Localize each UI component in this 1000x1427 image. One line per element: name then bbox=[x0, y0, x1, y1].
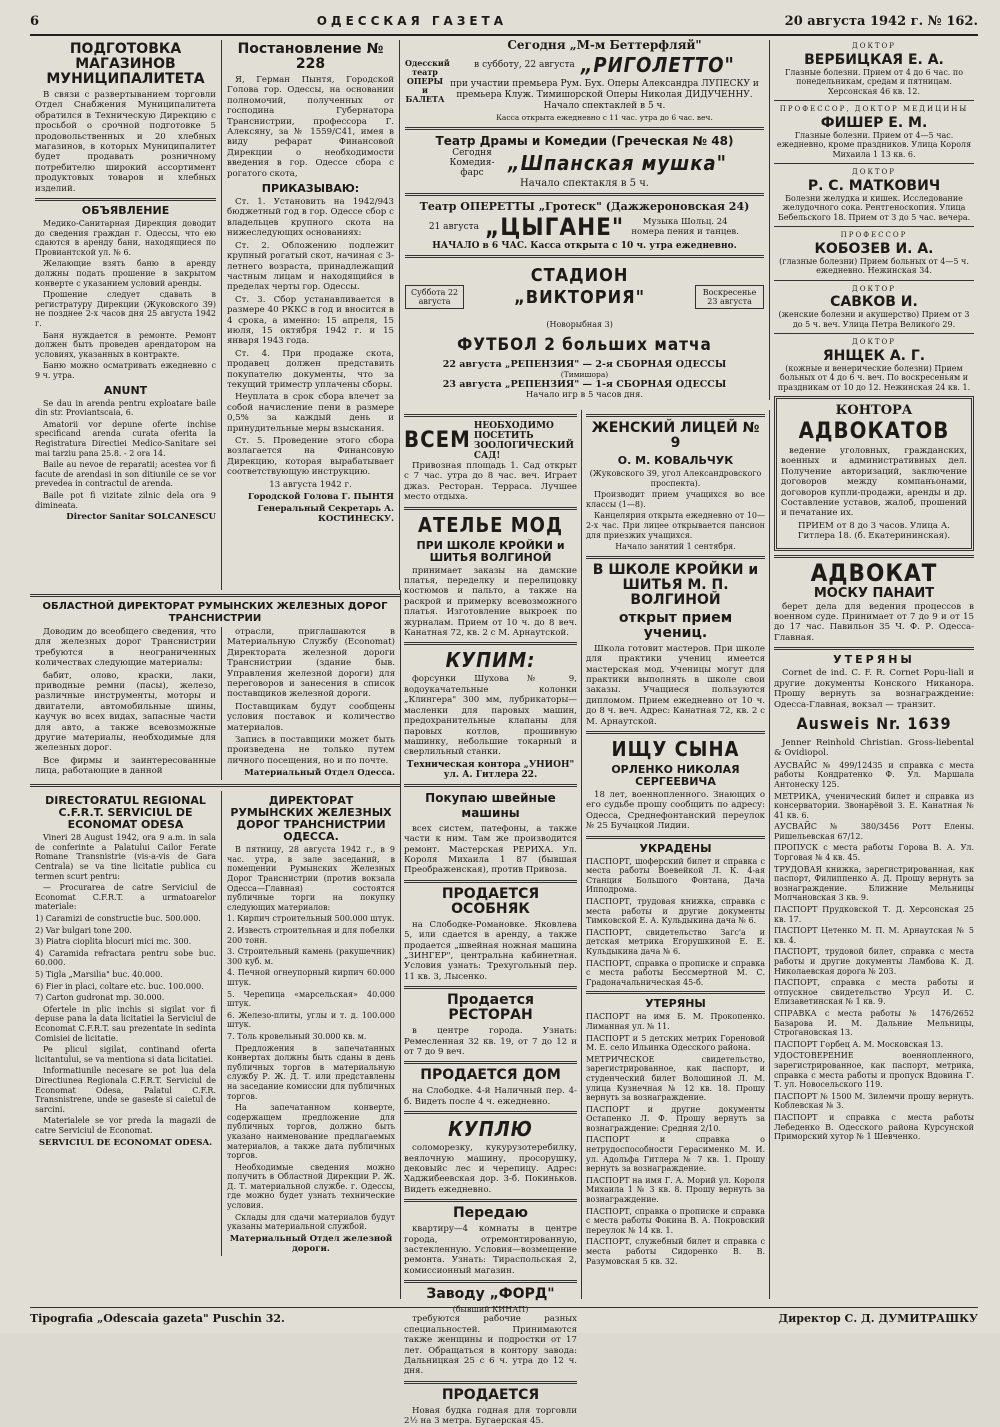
operetta-title: „ЦЫГАНЕ" bbox=[485, 213, 625, 241]
signature: Городской Голова Г. ПЫНТЯ bbox=[247, 492, 394, 503]
lyceum-address: (Жуковского 39, угол Александровского проспекта). bbox=[589, 469, 762, 488]
decree-text: Ст. 3. Сбор устанавливается в размере 40 РККС в год и вносится в 4 срока, а именно: 15 апреля, 15 июля, 15 октября 1942 г. и 15 января 1943 года. bbox=[227, 294, 394, 347]
list-item: 7) Carton gudronat mp. 30.000. bbox=[35, 993, 165, 1003]
sale-text: Новая будка годная для торговли 2½ на 3 метра. Бугаерская 45. bbox=[404, 1405, 577, 1427]
divider bbox=[30, 784, 400, 787]
signature: SERVICIUL DE ECONOMAT ODESA. bbox=[38, 1137, 213, 1148]
school-heading: В ШКОЛЕ КРОЙКИ и ШИТЬЯ М. П. ВОЛГИНОЙ bbox=[592, 561, 759, 608]
doctor-name: САВКОВ И. bbox=[830, 294, 918, 310]
lost-list bbox=[774, 761, 974, 1142]
ausweis-heading: Ausweis Nr. 1639 bbox=[796, 713, 952, 733]
atelier-heading: АТЕЛЬЕ МОД bbox=[418, 512, 563, 537]
drama-today: Сегодня Комедия-фарс bbox=[449, 148, 495, 178]
railway-heading: ОБЛАСТНОЙ ДИРЕКТОРАТ РУМЫНСКИХ ЖЕЛЕЗНЫХ ДОРОГ ТРАНСНИСТРИИ bbox=[42, 601, 388, 624]
drama-title: „Шпанская мушка" bbox=[508, 151, 727, 175]
doctor-name: ФИШЕР Е. М. bbox=[820, 114, 928, 131]
list-item: 7. Толь кровельный 30.000 кв. м. bbox=[227, 1031, 367, 1041]
atelier-sub: ПРИ ШКОЛЕ КРОЙКИ и ШИТЬЯ ВОЛГИНОЙ bbox=[416, 538, 565, 564]
drama-start: Начало спектакля в 5 ч. bbox=[520, 178, 649, 189]
cfrt-text: Informatiunile necesare se pot lua dela Directiunea Regionala C.F.R.T. Serviciul de Economat Odesa, Palatul C.F.R. Transnistrene, unde se gaseste si caietul de sarcini. bbox=[35, 1066, 216, 1114]
list-item: ПАСПОРТ на имя Г. А. Морий ул. Короля Михаила 1 № 3 кв. 8. Прошу вернуть за вознаграждение. bbox=[586, 1175, 765, 1205]
son-text: 18 лет, военнопленного. Знающих о его судьбе прошу сообщить по адресу: Одесса, Среднефонтанский переулок № 25 Бучацкой Лидии. bbox=[586, 790, 765, 832]
doctor-name: КОБОЗЕВ И. А. bbox=[814, 240, 934, 257]
directorate-text: В пятницу, 28 августа 1942 г., в 9 час. утра, в зале заседаний, в помещении Румынских Железных Дорог Транснистрии (против вокзала Одесса—Главная) состоятся публичные торги на покупку следующих материалов: bbox=[227, 845, 395, 912]
advokat-name: МОСКУ ПАНАИТ bbox=[813, 585, 935, 601]
decree-text: Ст. 4. При продаже скота, продавец должен представить покупателю документы, что за текущий триместр уплачены сборы. bbox=[227, 348, 394, 390]
opera-logo: Одесский театр ОПЕРЫ и БАЛЕТА bbox=[405, 58, 450, 104]
operetta-date: 21 августа bbox=[428, 222, 479, 232]
director: Директор С. Д. ДУМИТРАШКУ bbox=[778, 1312, 978, 1325]
kuplyu-heading: КУПЛЮ bbox=[448, 1117, 533, 1142]
buy-signature: Техническая контора „УНИОН" ул. А. Гитлера 22. bbox=[406, 759, 575, 780]
mansion-heading: ПРОДАЕТСЯ ОСОБНЯК bbox=[441, 885, 540, 917]
directorate-text: Предложения в запечатанных конвертах должны быть сданы в день публичных торгов в материальную службу Р. Ж. Д. Т. или представлены на заседание комиссии для публичных торгов. bbox=[227, 1043, 395, 1101]
ford-text: требуются рабочие разных специальностей. Принимаются также женщины и подростки от 17 лет. Обращаться в контору завода: Дальницкая 25 с 6 ч. утра до 12 ч. дня. bbox=[404, 1314, 577, 1377]
school-text: Школа готовит мастеров. При школе для практики учениц имеется мастерская мод. Ученицы могут для практики выполнять в школе свои заказы. Учащиеся пользуются дипломом. Прием ежедневно от 10 ч. до 8 ч. веч. Адрес: Канатная 72, кв. 2 с М. Арнаутской. bbox=[586, 643, 765, 727]
lawyers-text: ведение уголовных, гражданских, военных и административных дел. Получение авторизаций, заключение договоров между компаньонами, договоров купли-продажи, аренды и др. Составление уставов, жалоб, прошений и печатание их. bbox=[781, 446, 967, 519]
lost-text: Cornet de ind. C. F. R. Cornet Popu-liali и другие документы Конского Никанора. Прошу вернуть за вознаграждение: Одесса-Главная, вокзал — транзит. bbox=[774, 668, 974, 710]
doctor-ad bbox=[774, 42, 974, 96]
railway-text: Доводим до всеобщего сведения, что для железных дорог Транснистрии требуются в неограниченных количествах следующие материалы: bbox=[35, 627, 216, 669]
decree-text: Неуплата в срок сбора влечет за собой начисление пени в размере 0,5% за каждый день и принудительные меры взыскания. bbox=[227, 392, 394, 434]
advokat-heading: АДВОКАТ bbox=[810, 558, 938, 587]
railway-directorate-heading: ДИРЕКТОРАТ РУМЫНСКИХ ЖЕЛЕЗНЫХ ДОРОГ ТРАНСНИСТРИИ ОДЕССА. bbox=[230, 794, 392, 844]
stadium-ad bbox=[405, 262, 764, 400]
anunt-text: Se dau in arenda pentru exploatare baile din str. Proviantscaia, 6. bbox=[35, 398, 216, 418]
divider bbox=[586, 991, 765, 994]
divider bbox=[404, 642, 577, 645]
divider bbox=[586, 556, 765, 559]
divider bbox=[30, 594, 400, 597]
mansion-text: на Слободке-Романовке. Яковлева 5, или сдается в аренду, а также продается „швейная ножная машина „ЗИНГЕР", центральна кабинетная. Условия узнать: Трехугольный пер. 11 кв. 3, Лысенко. bbox=[404, 919, 577, 982]
match-1: 22 августа „РЕПЕНЗИЯ" — 2-я СБОРНАЯ ОДЕССЫ bbox=[442, 359, 727, 370]
list-item: 5) Tigla „Marsilia" buc. 40.000. bbox=[35, 970, 163, 979]
doctor-name: ЯНЩЕК А. Г. bbox=[822, 347, 926, 364]
list-item: АУСВАЙС № 499/12435 и справка с места работы Кондратенко Ф. Ул. Маршала Антонеску 125. bbox=[774, 760, 974, 789]
sewing-heading: Покупаю швейные машины bbox=[425, 790, 556, 820]
operetta-music: Музыка Шольц. 24 номера пения и танцев. bbox=[631, 217, 739, 237]
list-item: ПАСПОРТ Цетенко М. П. М. Арнаутская № 5 кв. 4. bbox=[774, 926, 974, 945]
divider bbox=[404, 1280, 577, 1283]
doctor-ad bbox=[774, 231, 974, 276]
signature: Генеральный Секретарь А. КОСТИНЕСКУ. bbox=[257, 504, 394, 525]
column-4 bbox=[582, 410, 770, 1299]
doctor-text: (женские болезни и акушерство) Прием от 3 до 5 ч. веч. Улица Петра Великого 29. bbox=[778, 310, 970, 329]
divider bbox=[774, 647, 974, 650]
doctor-label: ДОКТОР bbox=[852, 168, 896, 176]
divider bbox=[405, 127, 764, 130]
stadium-address: (Новорыбная 3) bbox=[546, 320, 613, 329]
cfrt-heading: DIRECTORATUL REGIONAL C.F.R.T. SERVICIUL DE ECONOMAT ODESA bbox=[45, 794, 206, 832]
zoo-heading: НЕОБХОДИМО ПОСЕТИТЬ ЗООЛОГИЧЕСКИЙ САД! bbox=[473, 421, 574, 461]
list-item: 2) Var bulgari tone 200. bbox=[35, 925, 132, 935]
match-2: 23 августа „РЕПЕНЗИЯ" — 1-я СБОРНАЯ ОДЕССЫ bbox=[442, 379, 727, 390]
cfrt-text: Ofertele in plic inchis si sigilat vor fi depuse pana la data licitatiei la Serviciul de Economat C.F.R.T. sau prezentate in sedinta Comisiei de licitatie. bbox=[35, 1004, 216, 1043]
doctor-text: Болезни желудка и кишек. Исследование желудочного сока. Рентгеноскопия. Улица Бебельского 18. Прием от 3 до 5 час. вечера. bbox=[777, 193, 971, 222]
son-heading: ИЩУ СЫНА bbox=[611, 737, 740, 761]
column-5 bbox=[770, 40, 978, 1299]
sale-heading: ПРОДАЕТСЯ bbox=[441, 1386, 540, 1403]
list-item: ПАСПОРТ, трудовой билет, справка с места работы и другие документы Ламбова К. Д. Николаевская дорога № 203. bbox=[774, 947, 974, 976]
list-item: 3) Piatra cioplita blocuri mici mc. 300. bbox=[35, 937, 192, 947]
doctor-label: ПРОФЕССОР, ДОКТОР МЕДИЦИНЫ bbox=[779, 105, 969, 113]
decree-text: Ст. 5. Проведение этого сбора возлагается на Финансовую Дирекцию, которая вырабатывает соответствующую инструкцию. bbox=[227, 436, 394, 478]
signature: Материальный Отдел железной дороги. bbox=[229, 1233, 393, 1254]
doctor-label: ДОКТОР bbox=[852, 338, 896, 346]
railway-text: отрасли, приглашаются в Материальную Службу (Economat) Директората железной дороги Транснистрии (здание быв. Управления железной дороги) для переговоров и занесения в список поставщиков железной дороги. bbox=[227, 627, 395, 700]
list-item: ПАСПОРТ Прудковской Т. Д. Херсонская 25 кв. 17. bbox=[774, 905, 974, 924]
column-3 bbox=[400, 410, 582, 1427]
operetta-start: НАЧАЛО в 6 ЧАС. Касса открыта с 10 ч. утра ежедневно. bbox=[432, 241, 737, 251]
anunt-heading: ANUNT bbox=[103, 383, 148, 397]
lawyers-hours: ПРИЕМ от 8 до 3 часов. Улица А. Гитлера 18. (б. Екатерининская). bbox=[797, 520, 951, 542]
son-name: ОРЛЕНКО НИКОЛАЯ СЕРГЕЕВИЧА bbox=[611, 763, 740, 788]
zoo-all: ВСЕМ bbox=[404, 428, 471, 453]
railway-text: бабит, олово, краски, лаки, приводные ремни (пасы), железо, различные инструменты, моторы и двигатели, автомобильные шины, каучук во всех видах, запасные части для авто, а также всевозможные другие материалы, необходимые для железных дорог. bbox=[35, 670, 216, 754]
doctor-label: ДОКТОР bbox=[852, 42, 896, 50]
lawyers-heading-2: АДВОКАТОВ bbox=[798, 419, 950, 444]
list-item: ПАСПОРТ Горбец А. М. Московская 13. bbox=[774, 1039, 944, 1049]
notice-text: Прошение следует сдавать в регистратуру Дирекции (Жуковского 39) не позднее 2-х часов дня 25 августа 1942 г. bbox=[35, 290, 216, 328]
lawyers-heading-1: КОНТОРА bbox=[835, 403, 913, 418]
lost-list bbox=[586, 1012, 765, 1266]
ausweis-text: Jenner Reinhold Christian. Gross-liebental & Ovidiopol. bbox=[774, 737, 974, 759]
list-item: ПАСПОРТ, справка о прописке и справка с места работы Бессмертной М. С. Градоначальническая 45-б. bbox=[586, 958, 765, 987]
notice-text: Желающие взять баню в аренду должны подать прошение в закрытом конверте с указанием условий аренды. bbox=[35, 259, 216, 288]
cfrt-text: — Procurarea de catre Serviciul de Economat C.F.R.T. a urmatoarelor materiale: bbox=[35, 883, 216, 912]
divider bbox=[404, 784, 577, 787]
stolen-heading: УКРАДЕНЫ bbox=[639, 841, 712, 855]
list-item: ПАСПОРТ и другие документы Остапенко Л. Ф. Прошу вернуть за вознаграждение: Средняя 2/10. bbox=[586, 1104, 765, 1133]
anunt-text: Baile au nevoe de reparatii; acestea vor fi facute de arendasi in son ditiunile ce se vor prevedea in contractul de arenda. bbox=[35, 460, 216, 489]
doctor-text: (кожные и венерические болезни) Прием больных от 4 до 6 ч. веч. По воскресеньям и праздникам от 10 до 12. Нежинская 24 кв. 1. bbox=[777, 363, 971, 392]
list-item: УДОСТОВЕРЕНИЕ военнопленного, зарегистрированное, как паспорт, метрика, справка с места работы и пропуск Вдовина Г. Т. ул. Новосельского 119. bbox=[774, 1051, 974, 1090]
list-item: МЕТРИКА, ученический билет и справка из консерватории. Звонарёвой З. Е. Канатная № 41 кв. 6. bbox=[774, 791, 974, 820]
theatre-ads bbox=[400, 40, 770, 400]
list-item: СПРАВКА с места работы № 1476/2652 Базарова И. М. Дальние Мельницы, Строгановская 13. bbox=[774, 1008, 974, 1038]
opera-title: „РИГОЛЕТТО" bbox=[580, 53, 735, 77]
divider bbox=[586, 414, 765, 417]
directorate-text: Склады для сдачи материалов будут указаны материальной службой. bbox=[227, 1212, 395, 1232]
lyceum-text: Производит прием учащихся во все классы (1—8). bbox=[586, 490, 765, 509]
list-item: 6) Fier in placi, coltare etc. buc. 100.000. bbox=[35, 981, 204, 991]
shops-heading: ПОДГОТОВКА МАГАЗИНОВ МУНИЦИПАЛИТЕТА bbox=[46, 41, 205, 87]
list-item: ПАСПОРТ, шоферский билет и справка с места работы Воевейкой Л. К. 4-ая Станция Большого Фонтана, Дача Ипподрома. bbox=[586, 856, 765, 895]
list-item: 1. Кирпич строительный 500.000 штук. bbox=[227, 914, 395, 924]
list-item: АУСВАЙС № 380/3456 Ротт Елены. Ришельевская 67/12. bbox=[774, 822, 974, 841]
list-item: ПАСПОРТ на имя Б. М. Прокопенко. Лиманная ул. № 11. bbox=[586, 1012, 765, 1031]
match-1-city: (Тимишора) bbox=[560, 370, 609, 379]
notice-text: Баню можно осматривать ежедневно с 9 ч. утра. bbox=[35, 361, 216, 380]
stadium-sunday: Воскресенье 23 августа bbox=[695, 285, 764, 309]
lower-left-sections bbox=[30, 590, 401, 1299]
cfrt-text: Materialele se vor preda la magazii de catre Serviciul de Economat. bbox=[35, 1116, 216, 1135]
list-item: 3. Строительный камень (ракушечник) 300 куб. м. bbox=[227, 947, 395, 966]
divider bbox=[404, 414, 577, 417]
divider bbox=[405, 193, 764, 196]
shops-text: В связи с развертыванием торговли Отдел Снабжения Муниципалитета обратился в Техническую Дирекцию с просьбой о срочной подготовке 5 продовольственных и 20 хлебных магазинов, в которых Муниципалитет будет продавать розничному потребителю широкий ассортимент продуктовых товаров и хлебных изделий. bbox=[35, 90, 216, 194]
railway-text: Запись в поставщики может быть произведена не только путем личного посещения, но и по почте. bbox=[227, 735, 395, 766]
anunt-text: Baile pot fi vizitate zilnic dela ora 9 dimineata. bbox=[35, 490, 216, 510]
lyceum-text: Канцелярия открыта ежедневно от 10—2-х час. При лицее открывается пансион для приезжих учащихся. bbox=[586, 511, 765, 540]
list-item: 4. Печной огнеупорный кирпич 60.000 штук. bbox=[227, 968, 395, 987]
list-item: ПАСПОРТ, трудовая книжка, справка с места работы и другие документы Тимковской Е. А. Кульдыкина дача № 6. bbox=[586, 897, 765, 926]
divider bbox=[404, 1061, 577, 1064]
list-item: ПАСПОРТ, служебный билет и справка с места работы Сидоренко В. В. Разумовская 5 кв. 32. bbox=[586, 1237, 765, 1266]
directorate-text: Необходимые сведения можно получить в Областной Дирекции Р. Ж. Д. Т. материальной службе. г. Одессы, где можно будет узнать технические условия. bbox=[227, 1162, 395, 1211]
divider bbox=[404, 1199, 577, 1202]
opera-date: в субботу, 22 августа bbox=[474, 59, 575, 70]
football-heading: ФУТБОЛ 2 больших матча bbox=[457, 335, 712, 355]
divider bbox=[404, 507, 577, 510]
cfrt-text: Vineri 28 August 1942, ora 9 a.m. in sala de conferinte a Palatului Cailor Ferate Romane Transnistrie (vis-a-vis de Gara Centrala) se va tine licitatie publica cu termen scurt pentru: bbox=[35, 833, 216, 881]
list-item: ПАСПОРТ, свидетельство Загс'а и детская метрика Егорушкиной Е. Е. Кульдыкина дача № 6. bbox=[586, 927, 765, 956]
transfer-heading: Передаю bbox=[452, 1205, 529, 1222]
divider bbox=[404, 1381, 577, 1384]
zoo-text: Привозная площадь 1. Сад открыт с 7 час. утра до 8 час. веч. Играет джаз. Ресторан. Терраса. Лучшее место отдыха. bbox=[404, 461, 577, 503]
newspaper-title: ОДЕССКАЯ ГАЗЕТА bbox=[316, 14, 508, 28]
railway-text: Поставщикам будут сообщены условия поставок и количество материалов. bbox=[227, 701, 395, 733]
divider bbox=[774, 555, 974, 558]
lawyers-office-ad bbox=[774, 396, 974, 551]
list-item: ПРОПУСК с места работы Горова В. А. Ул. Торговая № 4 кв. 45. bbox=[774, 843, 974, 863]
doctor-ad bbox=[774, 168, 974, 222]
anunt-text: Amatorii vor depune oferte inchise specificand arenda curata oferita la Registratura Directiei Medico-Sanitare sei mai tarziu pana 25.8. - 2 ora 14. bbox=[35, 419, 216, 458]
signature: Director Sanitar SOLCANESCU bbox=[66, 512, 216, 523]
list-item: ПАСПОРТ № 1500 М. Зилемчи прошу вернуть. Коблевская № 3. bbox=[774, 1091, 974, 1111]
ford-heading: Заводу „ФОРД" bbox=[426, 1286, 555, 1303]
match-start: Начало игр в 5 часов дня. bbox=[525, 390, 644, 400]
footer bbox=[30, 1307, 978, 1325]
restaurant-heading: Продается РЕСТОРАН bbox=[446, 992, 534, 1024]
list-item: 1) Caramizi de constructie buc. 500.000. bbox=[35, 914, 201, 924]
list-item: ПАСПОРТ, справка о прописке и справка с места работы Фокина В. А. Покровский переулок № 14 кв. 1. bbox=[586, 1206, 765, 1235]
stolen-list bbox=[586, 857, 765, 988]
list-item: ПАСПОРТ и 5 детских метрик Гореновой М. Е. село Ильинка Одесского района. bbox=[586, 1033, 765, 1053]
doctor-label: ДОКТОР bbox=[852, 284, 896, 293]
doctor-text: (глазные болезни) Прием больных от 4—5 ч. ежедневно. Нежинская 34. bbox=[779, 256, 969, 275]
atelier-text: принимает заказы на дамские платья, переделку и перелицовку костюмов и пальто, а также на раскрой и примерку всевозможного платья. Изготовление выкроек по журналам. Прием от 10 ч. до 8 веч. Канатная 72, кв. 2 с М. Арнаутской. bbox=[404, 565, 577, 639]
doctor-text: Глазные болезни. Прием от 4—5 час. ежедневно, кроме праздников. Улица Короля Михаила 1 13 кв. 6. bbox=[776, 130, 972, 159]
decree-order: ПРИКАЗЫВАЮ: bbox=[261, 182, 360, 196]
divider bbox=[586, 731, 765, 734]
lyceum-text: Начало занятий 1 сентября. bbox=[615, 542, 736, 552]
anunt-body bbox=[35, 399, 216, 511]
stadium-saturday: Суббота 22 августа bbox=[405, 285, 464, 309]
opera-ad bbox=[405, 40, 764, 123]
house-text: на Слободке. 4-й Наличный пер. 4-б. Видеть после 4 ч. ежедневно. bbox=[404, 1086, 577, 1107]
ford-sub: (бывший КИНАП) bbox=[452, 1305, 529, 1315]
transfer-text: квартиру—4 комнаты в центре города, отремонтированную, застекленную. Условия—возмещение ремонта. Узнать: Тираспольская 2, комиссионный магазин. bbox=[404, 1224, 577, 1276]
list-item: ПАСПОРТ, справка с места работы и отпускное свидетельство Урсул И. С. Елизаветинская № 1 кв. 9. bbox=[774, 978, 974, 1007]
advokat-text: берет дела для ведения процессов в военном суде. Принимает от 7 до 9 и от 15 до 17 час. Павильон 35 Ч. Ф. Р. Одесса-Главная. bbox=[774, 601, 974, 643]
page-number: 6 bbox=[30, 14, 40, 29]
railway-text: Все фирмы и заинтересованные лица, работающие в данной bbox=[35, 755, 216, 777]
notice-heading: ОБЪЯВЛЕНИЕ bbox=[81, 204, 170, 218]
divider bbox=[35, 198, 216, 201]
doctor-text: Глазные болезни. Прием от 4 до 6 час. по понедельникам, средам и пятницам. Херсонская 46 кв. 12. bbox=[784, 67, 964, 96]
lost-heading: УТЕРЯНЫ bbox=[645, 997, 706, 1011]
doctor-ad bbox=[774, 105, 974, 159]
masthead bbox=[30, 14, 978, 36]
lyceum-name: О. М. КОВАЛЬЧУК bbox=[617, 454, 734, 467]
printer: Tipografia „Odescaia gazeta" Puschin 32. bbox=[30, 1312, 285, 1325]
lost-heading: УТЕРЯНЫ bbox=[833, 653, 915, 667]
signature: Материальный Отдел Одесса. bbox=[244, 768, 395, 779]
divider bbox=[404, 880, 577, 883]
drama-heading: Театр Драмы и Комедии (Греческая № 48) bbox=[435, 134, 734, 148]
list-item: 4) Caramida refractara pentru sobe buc. 60.000. bbox=[35, 948, 216, 968]
notice-body bbox=[35, 219, 216, 381]
list-item: 6. Железо-плиты, углы и т. д. 100.000 штук. bbox=[227, 1010, 395, 1030]
list-item: ТРУДОВАЯ книжка, зарегистрированная, как паспорт, Филиппенко А. Д. Прошу вернуть за вознаграждение. Ближние Мельницы Молчановская 3 кв. 9. bbox=[774, 864, 974, 903]
directorate-text: На запечатанном конверте, содержащем предложение для публичных торгов, должно быть указано наименование предлагаемых материалов, а также дата публичных торгов. bbox=[227, 1103, 395, 1161]
doctor-label: ПРОФЕССОР bbox=[840, 231, 908, 239]
list-item: ПАСПОРТ и справка о нетрудоспособности Герасименко М. И. ул. Адольфа Гитлера № 7 кв. 1. Прошу вернуть за вознаграждение. bbox=[586, 1135, 765, 1174]
divider bbox=[404, 986, 577, 989]
doctor-name: ВЕРБИЦКАЯ Е. А. bbox=[804, 51, 944, 68]
decree-text: Я, Герман Пынтя, Городской Голова гор. Одессы, на основании полномочий, полученных от господина Губернатора Транснистрии, профессора Г. Алексяну, за № 1559/С41, имея в виду рефарат Финансовой Дирекции о необходимости введения в гор. Одессе сбора с рогатого скота, bbox=[227, 75, 394, 179]
decree-date: 13 августа 1942 г. bbox=[269, 479, 352, 490]
divider bbox=[404, 1111, 577, 1114]
decree-text: Ст. 1. Установить на 1942/943 бюджетный год в гор. Одессе сбор с владельцев крупного скота на нижеследующих основаниях: bbox=[227, 197, 394, 239]
buy-text: форсунки Шухова № 9, водоукачательные колонки „Клингера" 300 мм, лубрикаторы—масленки для паровых машин, предохранительные клапаны для паровых котлов, прошивную машинку, небольшие токарный и сверлильный станки. bbox=[404, 674, 577, 758]
list-item: 2. Известь строительная и для побелки 200 тонн. bbox=[227, 926, 395, 945]
cfrt-text: Pe plicul sigilat, continand oferta licitantului, se va mentiona si data licitatiei. bbox=[35, 1045, 216, 1064]
list-item: МЕТРИЧЕСКОЕ свидетельство, зарегистрированное, как паспорт, и студенческий билет Волошиной Л. М. улица Кузнечная № 12 кв. 18. Прошу вернуть за вознаграждение. bbox=[586, 1054, 765, 1103]
buy-heading: КУПИМ: bbox=[445, 648, 536, 673]
doctor-name: Р. С. МАТКОВИЧ bbox=[807, 177, 941, 194]
issue-date: 20 августа 1942 г. № 162. bbox=[784, 14, 978, 29]
divider bbox=[405, 255, 764, 258]
sewing-text: всех систем, патефоны, а также части к ним. Там же производится ремонт. Мастерская РЕРИХА. Ул. Короля Михаила 1 87 (бывшая Преображенская), против Привоза. bbox=[404, 823, 577, 876]
restaurant-text: в центре города. Узнать: Ремесленная 32 кв. 19, от 7 до 12 и от 7 до 9 веч. bbox=[404, 1026, 577, 1057]
school-sub: открыт прием учениц. bbox=[618, 609, 733, 641]
drama-ad bbox=[405, 134, 764, 189]
opera-today: Сегодня „М-м Беттерфляй" bbox=[507, 38, 702, 52]
list-item: 5. Черепица «марсельская» 40.000 штук. bbox=[227, 989, 395, 1009]
operetta-heading: Театр ОПЕРЕТТЫ „Гротеск" (Дажжероновская 24) bbox=[419, 200, 750, 213]
doctor-ad bbox=[774, 285, 974, 330]
doctor-ad bbox=[774, 338, 974, 392]
stadium-title: СТАДИОН „ВИКТОРИЯ" bbox=[514, 265, 646, 308]
notice-text: Медико-Санитарная Дирекция доводит до сведения граждан г. Одессы, что ею сдаются в аренду бани, находящиеся по Провиантской ул. № 6. bbox=[35, 219, 216, 257]
lyceum-heading: ЖЕНСКИЙ ЛИЦЕЙ № 9 bbox=[591, 420, 760, 451]
operetta-ad bbox=[405, 200, 764, 251]
house-heading: ПРОДАЕТСЯ ДОМ bbox=[420, 1067, 561, 1084]
opera-cast: при участии премьера Рум. Бух. Оперы Александра ЛУПЕСКУ и премьера Клуж. Тимишорской Оперы Николая ДИДУЧЕННУ. bbox=[450, 79, 759, 100]
decree-heading: Постановление № 228 bbox=[237, 41, 384, 72]
notice-text: Баня нуждается в ремонте. Ремонт должен быть проведен арендатором на условиях, указанных в контракте. bbox=[35, 330, 216, 359]
divider bbox=[586, 836, 765, 839]
list-item: ПАСПОРТ и справка с места работы Лебеденко В. Одесского района Курсунской Приморский хутор № 1 Шевченко. bbox=[774, 1112, 974, 1142]
opera-box-office: Касса открыта ежедневно с 11 час. утра до 6 час. веч. bbox=[496, 113, 713, 122]
decree-text: Ст. 2. Обложению подлежит крупный рогатый скот, начиная с 3-летнего возраста, принадлежащий частным лицам и находящийся в пределах черты гор. Одессы. bbox=[227, 240, 394, 293]
opera-start: Начало спектаклей в 5 ч. bbox=[543, 101, 666, 111]
kuplyu-text: соломорезку, кукурузотеребилку, веялочную машину, просорушку, дековыйс лес и черепицу. Адрес: Хаджибеевская дор. 3-б. Покиньков. Видеть ежедневно. bbox=[404, 1143, 577, 1195]
